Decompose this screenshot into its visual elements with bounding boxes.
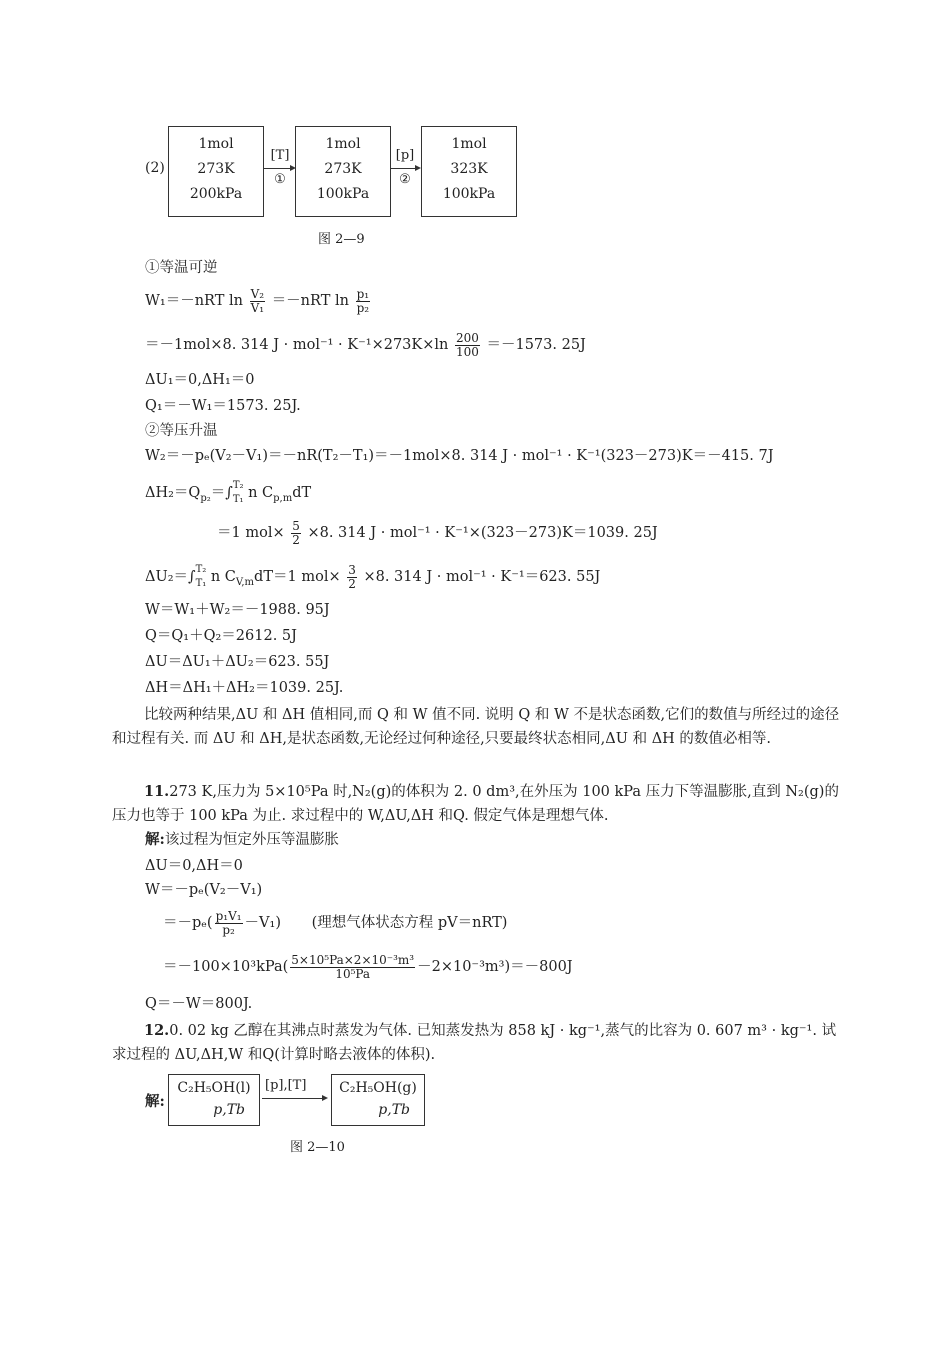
state-box-3 [421,126,517,217]
du-total: ΔU＝ΔU₁＋ΔU₂＝623. 55J [145,654,330,670]
p11-q: Q＝－W＝800J. [145,996,253,1012]
state-2-temp: 273K [324,161,362,177]
diagram-label: (2) [145,160,165,176]
problem-11-solution: 解:该过程为恒定外压等温膨胀 [145,831,339,848]
p12-arrow [262,1098,326,1099]
state-1-pressure: 200kPa [189,186,243,202]
w1-mid: ＝－nRT ln [271,293,349,309]
arrow-1-bottom-label: ① [274,172,286,187]
step2-dh-formula: $\Delta H_2=Q_{p_2}=\int$ T₂ T₁ n $C_{p,m}dT$ [145,480,312,505]
comparison-paragraph: 比较两种结果,ΔU 和 ΔH 值相同,而 Q 和 W 值不同. 说明 Q 和 W 不是状态函数,它们的数值与所经过的途径和过程有关. 而 ΔU 和 ΔH,是状态函数,无论经过何种途径,只要最终状态相同,ΔU 和 ΔH 的数值必相等. [112,707,840,747]
step2-w2: W₂＝－pₑ(V₂－V₁)＝－nR(T₂－T₁)＝－1mol×8. 314 J · mol⁻¹ · K⁻¹(323－273)K＝－415. 7J [145,448,774,464]
figure-caption-2-10: 图 2—10 [290,1140,345,1155]
problem-12-text: 0. 02 kg 乙醇在其沸点时蒸发为气体. 已知蒸发热为 858 kJ · kg⁻¹,蒸气的比容为 0. 607 m³ · kg⁻¹. 试求过程的 ΔU,ΔH,W 和Q(计算时略去液体的体积). [112,1023,837,1063]
step1-calc: ＝－1mol×8. 314 J · mol⁻¹ · K⁻¹×273K×ln $\frac{200}{100}$ ＝－1573. 25J [145,330,586,359]
state-2-amount: 1mol [325,136,361,152]
p11-w-step3: ＝－100×10³kPa( $\frac{\text{5×10⁵Pa×2×10⁻³m³}}{\text{10⁵Pa}}$ －2×10⁻³m³)＝－800J [163,952,573,981]
cp-fraction: $\frac{5}{2}$ [292,518,300,547]
state-3-temp: 323K [450,161,488,177]
q-total: Q＝Q₁＋Q₂＝2612. 5J [145,628,297,644]
p1v1-fraction: $\frac{\text{p₁V₁}}{\text{p₂}}$ [215,908,242,937]
ethanol-gas-box: C₂H₅OH(g) p,Tb [331,1074,425,1126]
state-1-temp: 273K [197,161,235,177]
arrow-2 [391,168,419,169]
w-total: W＝W₁＋W₂＝－1988. 95J [145,602,330,618]
w1-fraction-volume: $\frac{\text{V₂}}{\text{V₁}}$ [250,286,265,315]
state-2-pressure: 100kPa [316,186,370,202]
ideal-gas-note: (理想气体状态方程 pV＝nRT) [311,915,508,931]
problem-11-text: 273 K,压力为 5×10⁵Pa 时,N₂(g)的体积为 2. 0 dm³,在外压为 100 kPa 压力下等温膨胀,直到 N₂(g)的压力也等于 100 kPa 为止. 求过程中的 W,ΔU,ΔH 和Q. 假定气体是理想气体. [112,784,839,824]
cv-fraction: $\frac{3}{2}$ [348,562,356,591]
step2-heading: ②等压升温 [145,423,218,439]
solution-label: 解: [145,831,165,848]
state-3-pressure: 100kPa [442,186,496,202]
ln-ratio-fraction: $\frac{200}{100}$ [455,330,479,359]
p11-w-step2: ＝－pₑ( $\frac{\text{p₁V₁}}{\text{p₂}}$ －V₁) (理想气体状态方程 pV＝nRT) [163,908,508,937]
state-3-amount: 1mol [451,136,487,152]
state-box-2 [295,126,391,217]
problem-11 [112,780,847,828]
state-1-amount: 1mol [198,136,234,152]
arrow-1-top-label: [T] [270,148,290,163]
p11-w-def: W＝－pₑ(V₂－V₁) [145,882,263,898]
arrow-1 [264,168,294,169]
step1-w1-formula [145,286,372,316]
step1-du-dh: ΔU₁＝0,ΔH₁＝0 [145,372,255,388]
step1-heading: ①等温可逆 [145,260,218,276]
step2-dh-calc: ＝1 mol× $\frac{5}{2}$ ×8. 314 J · mol⁻¹ · K⁻¹×(323－273)K＝1039. 25J [217,518,658,547]
arrow-2-bottom-label: ② [399,172,411,187]
ethanol-liquid-box: C₂H₅OH(l) p,Tb [168,1074,260,1126]
problem-12 [112,1019,847,1067]
problem-11-number: 11. [144,783,170,800]
dh-total: ΔH＝ΔH₁＋ΔH₂＝1039. 25J. [145,680,344,696]
state-box-1 [168,126,264,217]
step2-du-formula: ΔU₂＝∫ T₂ T₁ n $C_{V,m}dT=1$ mol× $\frac{3}{2}$ ×8. 314 J · mol⁻¹ · K⁻¹＝623. 55J [145,562,601,591]
w1-fraction-pressure: $\frac{\text{p₁}}{\text{p₂}}$ [356,286,370,315]
p12-arrow-label: [p],[T] [265,1078,307,1093]
problem-12-number: 12. [144,1022,170,1039]
p11-du-dh: ΔU＝0,ΔH＝0 [145,858,243,874]
step1-q: Q₁＝－W₁＝1573. 25J. [145,398,301,414]
arrow-2-top-label: [p] [395,148,415,163]
w1-left: W₁＝－nRT ln [145,293,243,309]
volume-calc-fraction: $\frac{\text{5×10⁵Pa×2×10⁻³m³}}{\text{10⁵Pa}}$ [291,952,415,981]
p12-solution-label: 解: [145,1093,165,1110]
figure-caption-2-9: 图 2—9 [318,232,365,247]
